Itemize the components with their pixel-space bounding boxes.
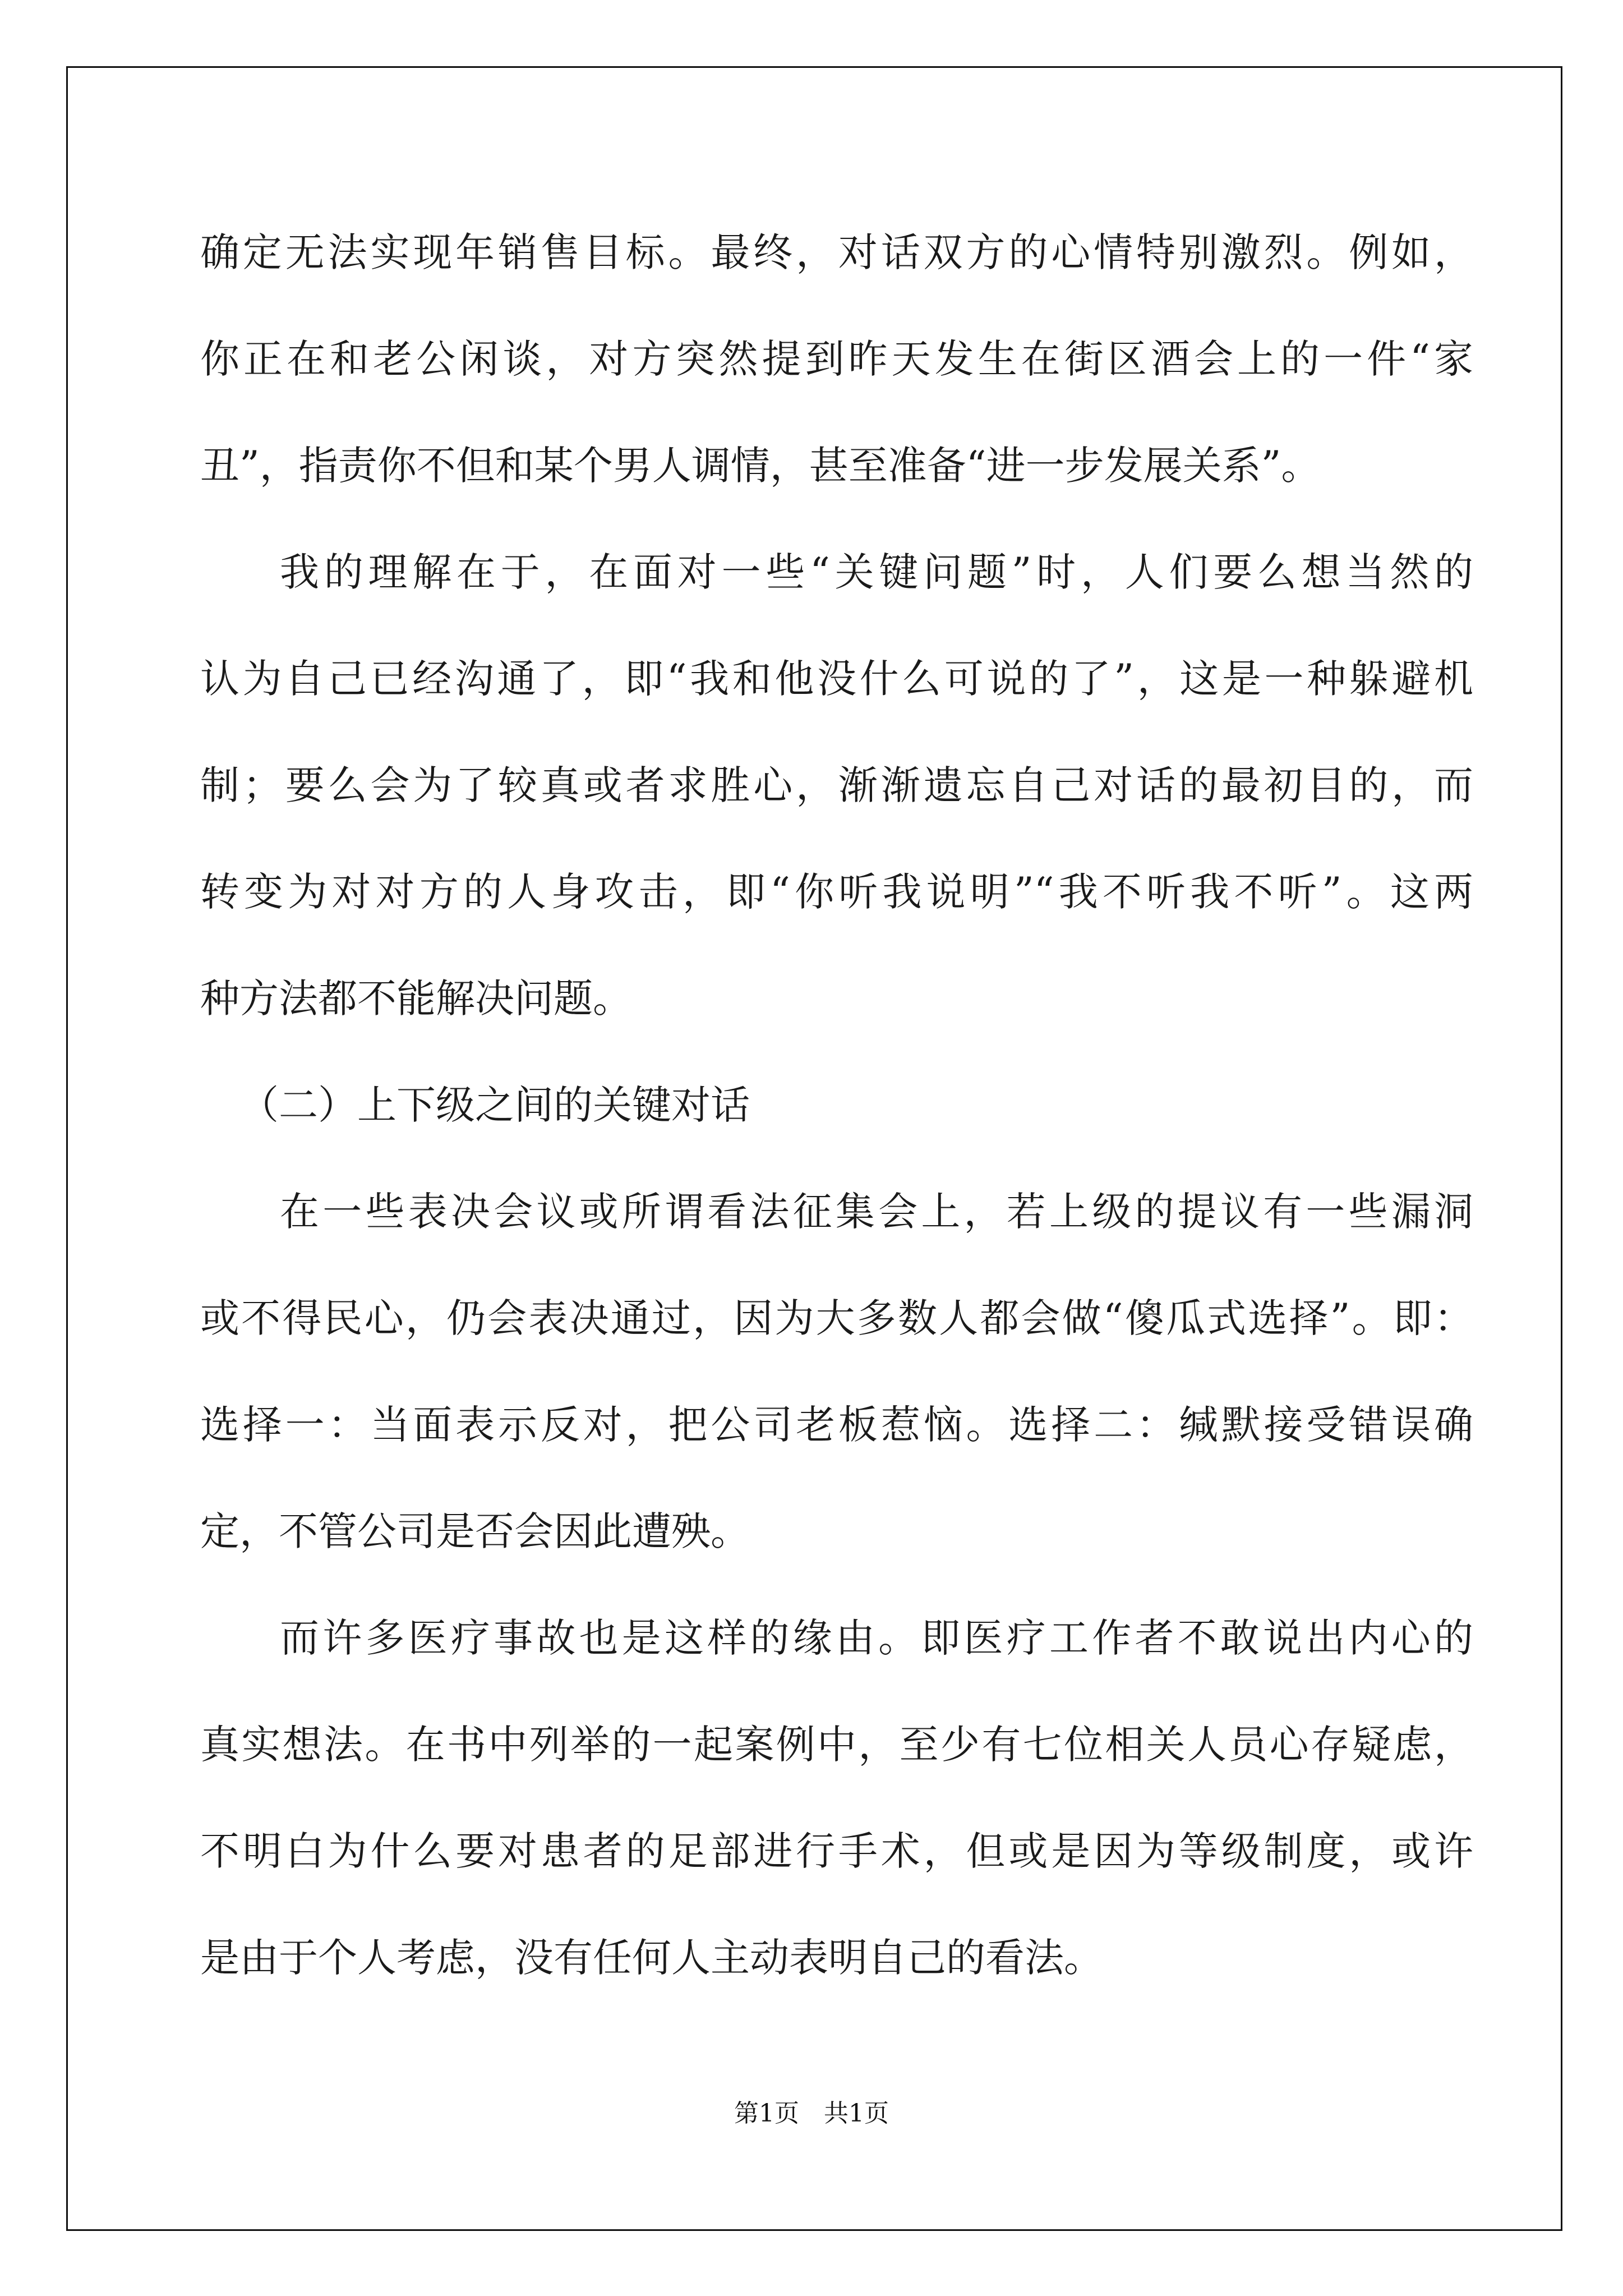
text-line: 转变为对对方的人身攻击，即“你听我说明”“我不听我不听”。这两 [200,869,1473,915]
text-line: 在一些表决会议或所谓看法征集会上，若上级的提议有一些漏洞 [280,1189,1473,1235]
text-line: 种方法都不能解决问题。 [200,976,632,1022]
text-line: 定，不管公司是否会因此遭殃。 [200,1508,750,1554]
text-line: 确定无法实现年销售目标。最终，对话双方的心情特别激烈。例如， [200,229,1473,275]
text-line: 而许多医疗事故也是这样的缘由。即医疗工作者不敢说出内心的 [280,1615,1473,1661]
section-heading: （二）上下级之间的关键对话 [239,1082,750,1128]
text-line: 真实想法。在书中列举的一起案例中，至少有七位相关人员心存疑虑， [200,1722,1473,1768]
text-line: 丑”，指责你不但和某个男人调情，甚至准备“进一步发展关系”。 [200,443,1321,489]
document-body [200,199,1473,2011]
text-line: 不明白为什么要对患者的足部进行手术，但或是因为等级制度，或许 [200,1828,1473,1874]
text-line: 选择一：当面表示反对，把公司老板惹恼。选择二：缄默接受错误确 [200,1402,1473,1448]
text-line: 你正在和老公闲谈，对方突然提到昨天发生在街区酒会上的一件“家 [200,336,1473,382]
text-line: 制；要么会为了较真或者求胜心，渐渐遗忘自己对话的最初目的，而 [200,762,1473,808]
text-line: 或不得民心，仍会表决通过，因为大多数人都会做“傻瓜式选择”。即： [200,1295,1473,1341]
page-number-footer: 第1页 共1页 [734,2099,889,2128]
text-line: 我的理解在于，在面对一些“关键问题”时，人们要么想当然的 [280,549,1473,595]
text-line: 是由于个人考虑，没有任何人主动表明自己的看法。 [200,1935,1103,1981]
text-line: 认为自己已经沟通了，即“我和他没什么可说的了”，这是一种躲避机 [200,656,1473,702]
